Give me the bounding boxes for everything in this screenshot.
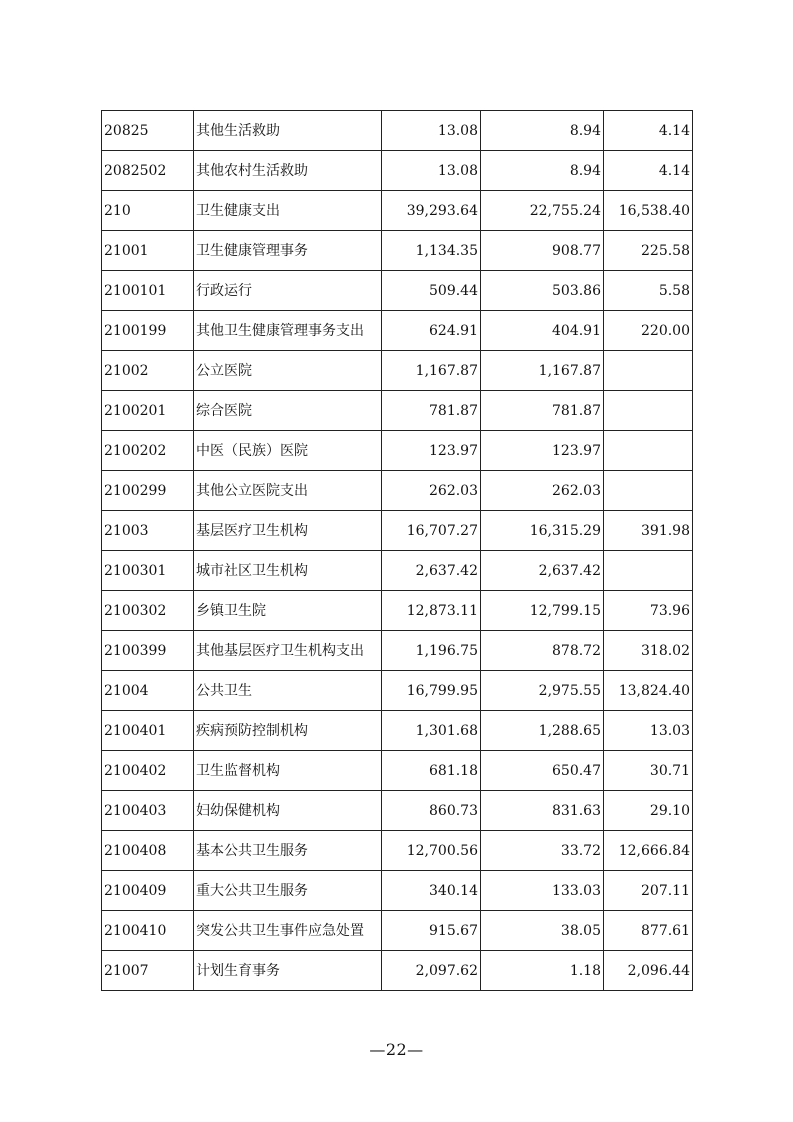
table-row — [102, 151, 693, 191]
cell-project-expenditure: 220.00 — [604, 311, 693, 351]
page-number: —22— — [369, 1040, 424, 1059]
cell-project-expenditure: 207.11 — [604, 871, 693, 911]
cell-total: 509.44 — [382, 271, 481, 311]
cell-project-expenditure: 13.03 — [604, 711, 693, 751]
table-row — [102, 471, 693, 511]
cell-subject-code: 2082502 — [102, 151, 194, 191]
cell-total: 12,700.56 — [382, 831, 481, 871]
table-row — [102, 831, 693, 871]
cell-basic-expenditure: 262.03 — [481, 471, 604, 511]
cell-project-expenditure: 13,824.40 — [604, 671, 693, 711]
table-row — [102, 511, 693, 551]
cell-basic-expenditure: 878.72 — [481, 631, 604, 671]
cell-subject-name: 妇幼保健机构 — [194, 791, 382, 831]
table-row — [102, 271, 693, 311]
cell-basic-expenditure: 2,975.55 — [481, 671, 604, 711]
cell-basic-expenditure: 12,799.15 — [481, 591, 604, 631]
table-row — [102, 351, 693, 391]
cell-project-expenditure: 391.98 — [604, 511, 693, 551]
cell-subject-code: 2100403 — [102, 791, 194, 831]
cell-subject-code: 21004 — [102, 671, 194, 711]
cell-subject-code: 2100401 — [102, 711, 194, 751]
cell-subject-code: 2100408 — [102, 831, 194, 871]
table-row — [102, 911, 693, 951]
cell-total: 13.08 — [382, 151, 481, 191]
table-row — [102, 111, 693, 151]
cell-basic-expenditure: 22,755.24 — [481, 191, 604, 231]
cell-total: 781.87 — [382, 391, 481, 431]
table-row — [102, 711, 693, 751]
table-row — [102, 791, 693, 831]
cell-project-expenditure — [604, 351, 693, 391]
cell-subject-name: 其他生活救助 — [194, 111, 382, 151]
cell-basic-expenditure: 650.47 — [481, 751, 604, 791]
cell-subject-name: 计划生育事务 — [194, 951, 382, 991]
cell-project-expenditure — [604, 391, 693, 431]
cell-subject-name: 中医（民族）医院 — [194, 431, 382, 471]
cell-basic-expenditure: 1,167.87 — [481, 351, 604, 391]
cell-subject-code: 21003 — [102, 511, 194, 551]
table-row — [102, 311, 693, 351]
cell-subject-code: 2100101 — [102, 271, 194, 311]
cell-total: 123.97 — [382, 431, 481, 471]
cell-total: 39,293.64 — [382, 191, 481, 231]
cell-subject-code: 21002 — [102, 351, 194, 391]
cell-subject-name: 卫生健康管理事务 — [194, 231, 382, 271]
cell-subject-name: 疾病预防控制机构 — [194, 711, 382, 751]
cell-total: 16,707.27 — [382, 511, 481, 551]
cell-subject-name: 其他基层医疗卫生机构支出 — [194, 631, 382, 671]
cell-total: 2,097.62 — [382, 951, 481, 991]
cell-subject-name: 其他卫生健康管理事务支出 — [194, 311, 382, 351]
cell-subject-name: 突发公共卫生事件应急处置 — [194, 911, 382, 951]
cell-subject-name: 基层医疗卫生机构 — [194, 511, 382, 551]
cell-total: 1,196.75 — [382, 631, 481, 671]
cell-subject-name: 综合医院 — [194, 391, 382, 431]
cell-basic-expenditure: 16,315.29 — [481, 511, 604, 551]
cell-subject-name: 其他农村生活救助 — [194, 151, 382, 191]
table-row — [102, 191, 693, 231]
table-row — [102, 551, 693, 591]
cell-subject-code: 2100301 — [102, 551, 194, 591]
cell-basic-expenditure: 404.91 — [481, 311, 604, 351]
cell-project-expenditure: 16,538.40 — [604, 191, 693, 231]
cell-total: 624.91 — [382, 311, 481, 351]
cell-subject-code: 2100402 — [102, 751, 194, 791]
cell-project-expenditure: 12,666.84 — [604, 831, 693, 871]
table-row — [102, 231, 693, 271]
cell-subject-code: 21001 — [102, 231, 194, 271]
cell-subject-code: 2100199 — [102, 311, 194, 351]
cell-total: 16,799.95 — [382, 671, 481, 711]
cell-subject-code: 210 — [102, 191, 194, 231]
cell-basic-expenditure: 908.77 — [481, 231, 604, 271]
cell-subject-code: 2100399 — [102, 631, 194, 671]
cell-subject-code: 2100410 — [102, 911, 194, 951]
table-row — [102, 391, 693, 431]
cell-basic-expenditure: 1.18 — [481, 951, 604, 991]
cell-subject-code: 21007 — [102, 951, 194, 991]
cell-project-expenditure — [604, 471, 693, 511]
table-row — [102, 951, 693, 991]
cell-project-expenditure: 73.96 — [604, 591, 693, 631]
cell-basic-expenditure: 2,637.42 — [481, 551, 604, 591]
cell-subject-code: 2100299 — [102, 471, 194, 511]
cell-total: 860.73 — [382, 791, 481, 831]
cell-project-expenditure: 30.71 — [604, 751, 693, 791]
cell-subject-name: 公立医院 — [194, 351, 382, 391]
cell-subject-name: 乡镇卫生院 — [194, 591, 382, 631]
table-row — [102, 871, 693, 911]
cell-subject-name: 城市社区卫生机构 — [194, 551, 382, 591]
cell-total: 2,637.42 — [382, 551, 481, 591]
cell-project-expenditure: 29.10 — [604, 791, 693, 831]
cell-project-expenditure: 225.58 — [604, 231, 693, 271]
cell-total: 915.67 — [382, 911, 481, 951]
cell-subject-name: 卫生监督机构 — [194, 751, 382, 791]
cell-project-expenditure: 318.02 — [604, 631, 693, 671]
cell-subject-code: 2100201 — [102, 391, 194, 431]
cell-subject-code: 20825 — [102, 111, 194, 151]
cell-subject-name: 卫生健康支出 — [194, 191, 382, 231]
cell-total: 340.14 — [382, 871, 481, 911]
budget-table-body — [102, 111, 693, 991]
cell-subject-code: 2100409 — [102, 871, 194, 911]
cell-basic-expenditure: 38.05 — [481, 911, 604, 951]
cell-total: 681.18 — [382, 751, 481, 791]
cell-subject-name: 行政运行 — [194, 271, 382, 311]
cell-total: 13.08 — [382, 111, 481, 151]
cell-subject-name: 基本公共卫生服务 — [194, 831, 382, 871]
table-row — [102, 591, 693, 631]
cell-project-expenditure: 4.14 — [604, 111, 693, 151]
cell-project-expenditure: 5.58 — [604, 271, 693, 311]
cell-basic-expenditure: 8.94 — [481, 151, 604, 191]
cell-total: 1,167.87 — [382, 351, 481, 391]
cell-subject-code: 2100302 — [102, 591, 194, 631]
cell-subject-name: 重大公共卫生服务 — [194, 871, 382, 911]
cell-subject-name: 其他公立医院支出 — [194, 471, 382, 511]
budget-table — [101, 110, 693, 991]
table-row — [102, 431, 693, 471]
cell-total: 262.03 — [382, 471, 481, 511]
table-row — [102, 631, 693, 671]
table-row — [102, 751, 693, 791]
cell-basic-expenditure: 781.87 — [481, 391, 604, 431]
cell-basic-expenditure: 123.97 — [481, 431, 604, 471]
cell-project-expenditure — [604, 551, 693, 591]
cell-total: 1,301.68 — [382, 711, 481, 751]
cell-basic-expenditure: 1,288.65 — [481, 711, 604, 751]
cell-total: 12,873.11 — [382, 591, 481, 631]
cell-basic-expenditure: 133.03 — [481, 871, 604, 911]
cell-project-expenditure: 877.61 — [604, 911, 693, 951]
cell-basic-expenditure: 503.86 — [481, 271, 604, 311]
cell-subject-code: 2100202 — [102, 431, 194, 471]
cell-project-expenditure — [604, 431, 693, 471]
cell-project-expenditure: 2,096.44 — [604, 951, 693, 991]
cell-basic-expenditure: 831.63 — [481, 791, 604, 831]
cell-project-expenditure: 4.14 — [604, 151, 693, 191]
cell-basic-expenditure: 8.94 — [481, 111, 604, 151]
cell-total: 1,134.35 — [382, 231, 481, 271]
table-row — [102, 671, 693, 711]
cell-basic-expenditure: 33.72 — [481, 831, 604, 871]
cell-subject-name: 公共卫生 — [194, 671, 382, 711]
